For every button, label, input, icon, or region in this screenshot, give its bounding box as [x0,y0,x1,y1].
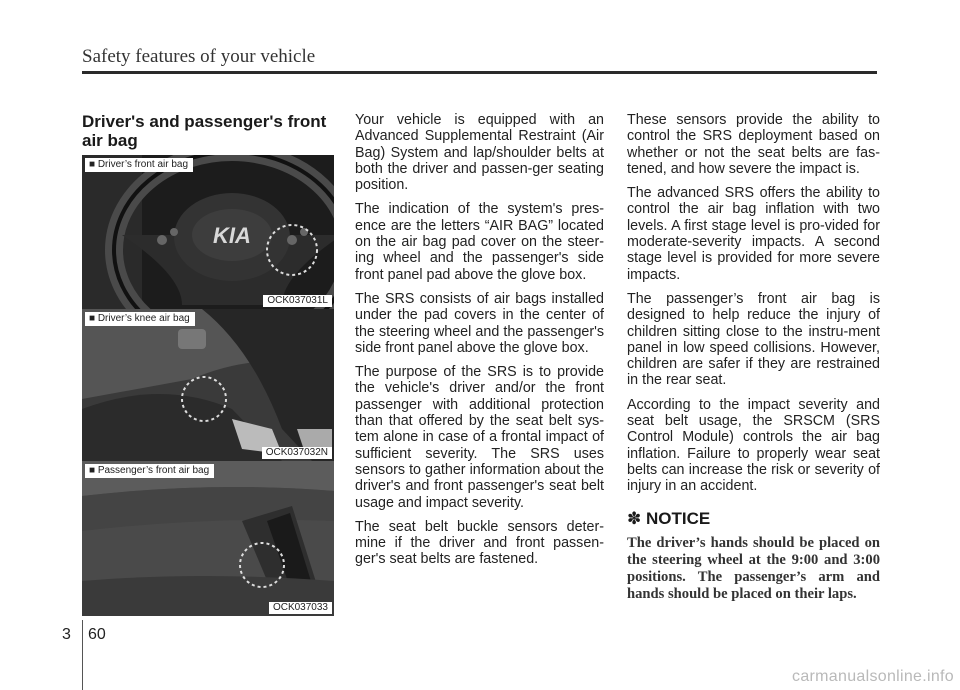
knee-airbag-illustration [82,309,334,461]
notice-body: The driver’s hands should be placed on the steering wheel at the 9:00 and 3:00 positions. The passenger’s arm and hands should be placed on their laps. [627,534,880,602]
passenger-airbag-illustration [82,461,334,616]
figure-code: OCK037032N [262,447,332,459]
paragraph: Your vehicle is equipped with an Advanced Supplemental Restraint (Air Bag) System and lap/shoulder belts at both the driver and passen-ger seating position. [355,112,604,194]
watermark: carmanualsonline.info [792,668,954,685]
figure-caption: ■ Driver’s front air bag [85,158,193,172]
paragraph: The passenger’s front air bag is designed to help reduce the injury of children sitting close to the instru-ment panel in low speed collisions. However, children are safer if they are restrained in the rear seat. [627,290,880,389]
figure-driver-front-airbag [82,155,334,309]
header-rule [82,71,877,74]
paragraph: The SRS consists of air bags installed under the pad covers in the center of the steering wheel and the passenger's side front panel above the glove box. [355,290,604,356]
page-header-title: Safety features of your vehicle [82,46,316,67]
figure-caption: ■ Driver’s knee air bag [85,312,195,326]
paragraph: The purpose of the SRS is to provide the vehicle's driver and/or the front passenger with additional protection than that offered by the seat belt sys-tem alone in case of a frontal impact of sufficient severity. The SRS uses sensors to gather information about the driver's and front passenger's seat belt usage and impact severity. [355,364,604,511]
text-column-middle [355,112,604,576]
page-number: 60 [88,626,106,643]
paragraph: The indication of the system's pres-ence are the letters “AIR BAG” located on the air bag pad cover on the steer-ing wheel and the passenger's side front panel pad above the glove box. [355,201,604,283]
paragraph: According to the impact severity and seat belt usage, the SRSCM (SRS Control Module) controls the air bag inflation. Failure to properly wear seat belts can increase the risk or severity of injury in an accident. [627,396,880,495]
paragraph: These sensors provide the ability to control the SRS deployment based on whether or not the seat belts are fas-tened, and how severe the impact is. [627,112,880,177]
text-column-right [627,112,880,603]
figure-code: OCK037031L [263,295,332,307]
figure-passenger-front-airbag [82,461,334,616]
svg-text:KIA: KIA [213,223,251,248]
section-heading: Driver's and passenger's front air bag [82,112,327,150]
chapter-number: 3 [62,626,71,643]
footer-rule [82,620,83,690]
figure-code: OCK037033 [269,602,332,614]
paragraph: The seat belt buckle sensors deter-mine if the driver and front passen-ger's seat belts are fastened. [355,518,604,568]
figure-driver-knee-airbag [82,309,334,461]
paragraph: The advanced SRS offers the ability to control the air bag inflation with two levels. A first stage level is pro-vided for moderate-severity impacts. A second stage level is provided for more severe impacts. [627,185,880,283]
notice-heading: ✽ NOTICE [627,508,711,528]
steering-wheel-illustration [82,155,334,309]
figure-caption: ■ Passenger’s front air bag [85,464,214,478]
